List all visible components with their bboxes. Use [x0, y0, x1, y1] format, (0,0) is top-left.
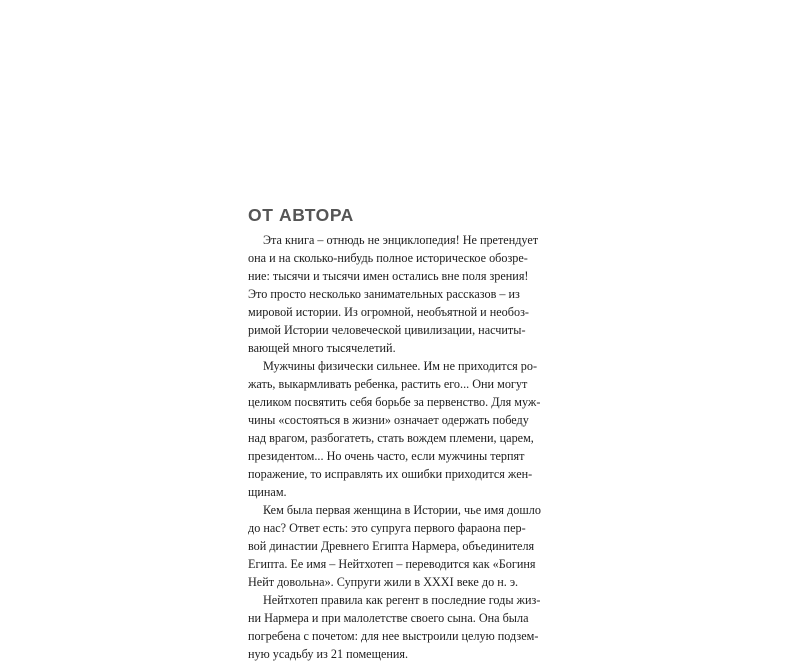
text-line: Это просто несколько занимательных рассказов – из: [248, 287, 520, 301]
text-line: вой династии Древнего Египта Нармера, объединителя: [248, 539, 535, 553]
text-line: жать, выкармливать ребенка, растить его... Они могут: [248, 377, 528, 391]
text-line: погребена с почетом: для нее выстроили целую подзем-: [248, 629, 539, 643]
text-line: римой Истории человеческой цивилизации, насчиты-: [248, 323, 526, 337]
text-line: поражение, то исправлять их ошибки приходится жен-: [248, 467, 533, 481]
text-line: ни Нармера и при малолетстве своего сына. Она была: [248, 611, 529, 625]
text-line: чины «состояться в жизни» означает одержать победу: [248, 413, 529, 427]
text-line: вающей много тысячелетий.: [248, 341, 396, 355]
text-line: она и на сколько-нибудь полное историческое обозре-: [248, 251, 528, 265]
text-line: мировой истории. Из огромной, необъятной и необоз-: [248, 305, 529, 319]
text-line: Нейтхотеп правила как регент в последние годы жиз-: [263, 593, 541, 607]
text-line: ние: тысячи и тысячи имен остались вне поля зрения!: [248, 269, 529, 283]
body-text: [248, 231, 564, 663]
text-line: щинам.: [248, 485, 287, 499]
text-line: над врагом, разбогатеть, стать вождем племени, царем,: [248, 431, 534, 445]
text-line: Эта книга – отнюдь не энциклопедия! Не претендует: [263, 233, 539, 247]
text-line: Египта. Ее имя – Нейтхотеп – переводится как «Богиня: [248, 557, 536, 571]
text-line: Нейт довольна». Супруги жили в XXXI веке до н. э.: [248, 575, 519, 589]
text-line: Кем была первая женщина в Истории, чье имя дошло: [263, 503, 541, 517]
text-line: целиком посвятить себя борьбе за первенство. Для муж-: [248, 395, 541, 409]
text-line: ную усадьбу из 21 помещения.: [248, 647, 409, 661]
text-line: Мужчины физически сильнее. Им не приходится ро-: [263, 359, 538, 373]
chapter-heading: ОТ АВТОРА: [248, 205, 354, 225]
text-line: до нас? Ответ есть: это супруга первого фараона пер-: [248, 521, 526, 535]
text-line: президентом... Но очень часто, если мужчины терпят: [248, 449, 525, 463]
